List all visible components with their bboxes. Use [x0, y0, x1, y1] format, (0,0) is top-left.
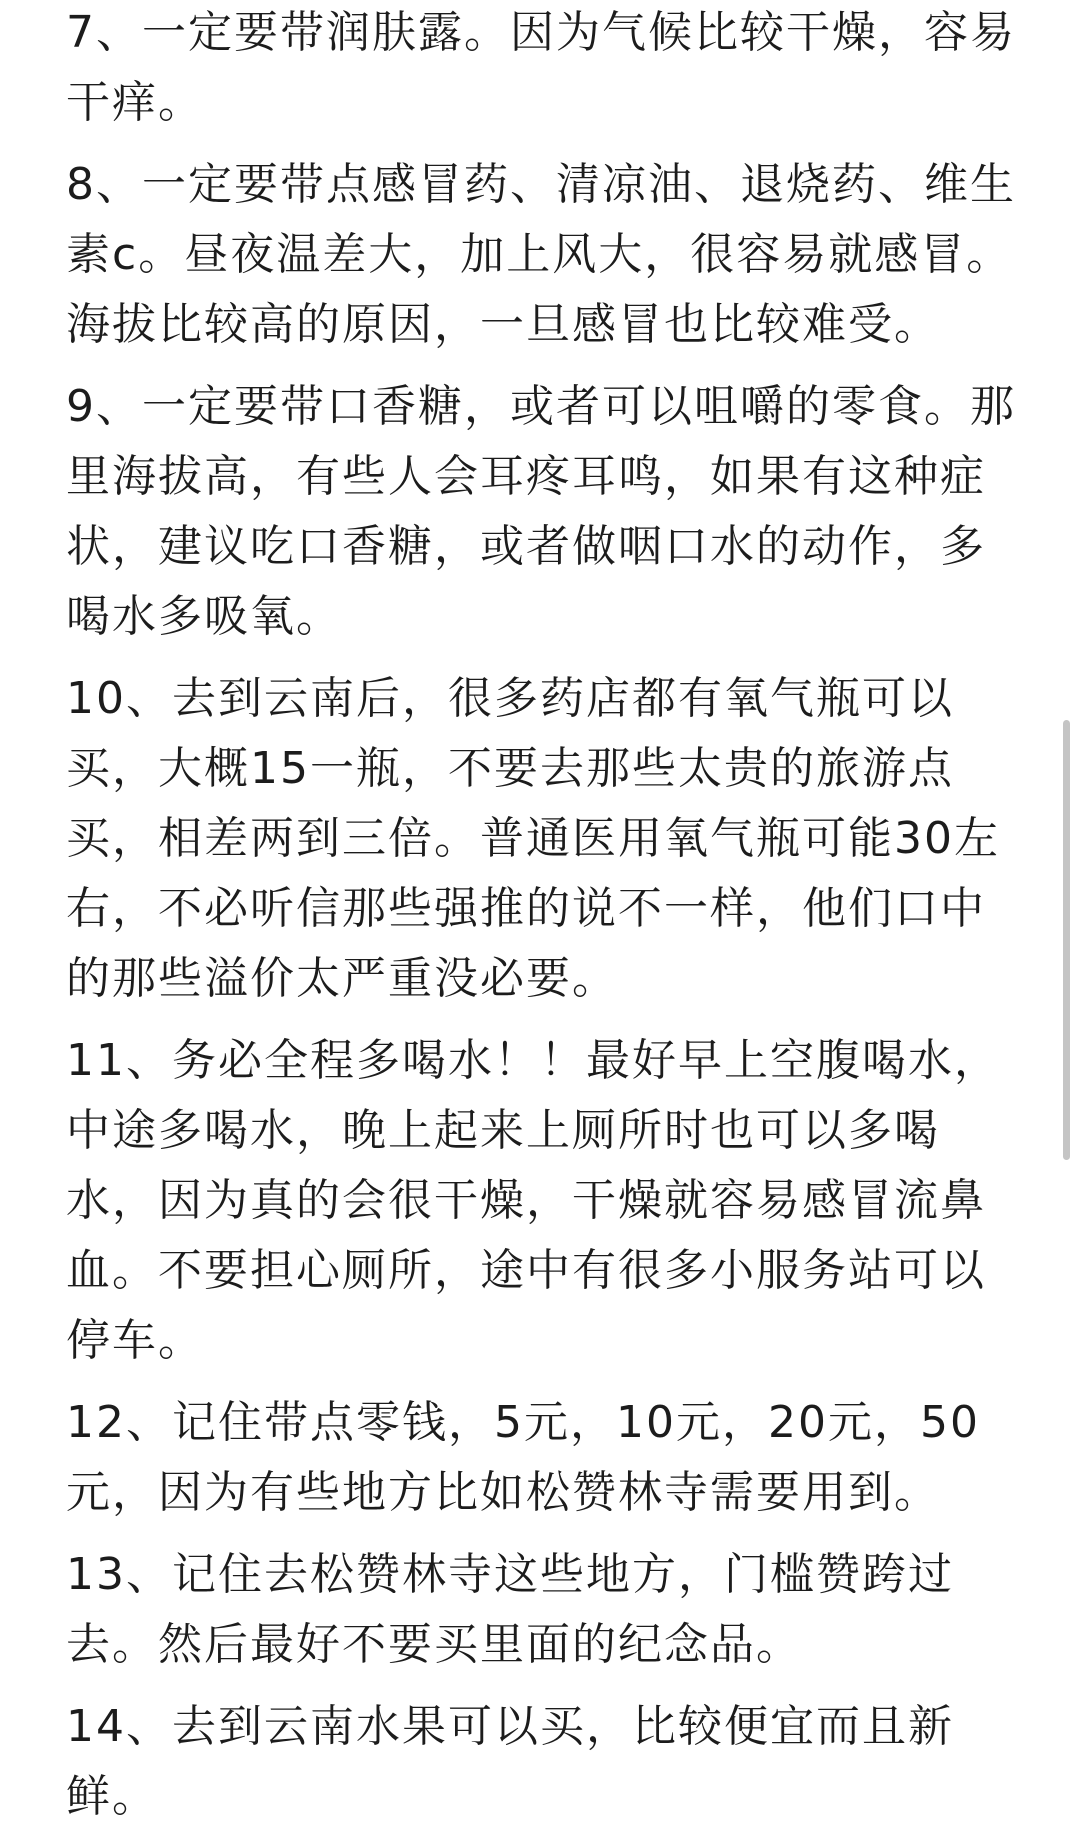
tip-13: 13、记住去松赞林寺这些地方，门槛赞跨过去。然后最好不要买里面的纪念品。	[66, 1549, 954, 1670]
tip-10: 10、去到云南后，很多药店都有氧气瓶可以买，大概15一瓶，不要去那些太贵的旅游点买，相差两到三倍。普通医用氧气瓶可能30左右，不必听信那些强推的说不一样，他们口中的那些溢价太严重没必要。	[66, 673, 1000, 1004]
vertical-scrollbar[interactable]	[1063, 720, 1070, 1160]
tip-8: 8、一定要带点感冒药、清凉油、退烧药、维生素c。昼夜温差大，加上风大，很容易就感冒。海拔比较高的原因，一旦感冒也比较难受。	[66, 159, 1016, 350]
tip-7: 7、一定要带润肤露。因为气候比较干燥，容易干痒。	[66, 7, 1016, 128]
tip-9: 9、一定要带口香糖，或者可以咀嚼的零食。那里海拔高，有些人会耳疼耳鸣，如果有这种症状，建议吃口香糖，或者做咽口水的动作，多喝水多吸氧。	[66, 381, 1016, 642]
tip-11: 11、务必全程多喝水！！最好早上空腹喝水，中途多喝水，晚上起来上厕所时也可以多喝水，因为真的会很干燥，干燥就容易感冒流鼻血。不要担心厕所，途中有很多小服务站可以停车。	[66, 1035, 1000, 1366]
tip-14: 14、去到云南水果可以买，比较便宜而且新鲜。	[66, 1701, 954, 1822]
tip-12: 12、记住带点零钱，5元，10元，20元，50元，因为有些地方比如松赞林寺需要用到。	[66, 1397, 980, 1518]
article-body	[66, 0, 1016, 1844]
